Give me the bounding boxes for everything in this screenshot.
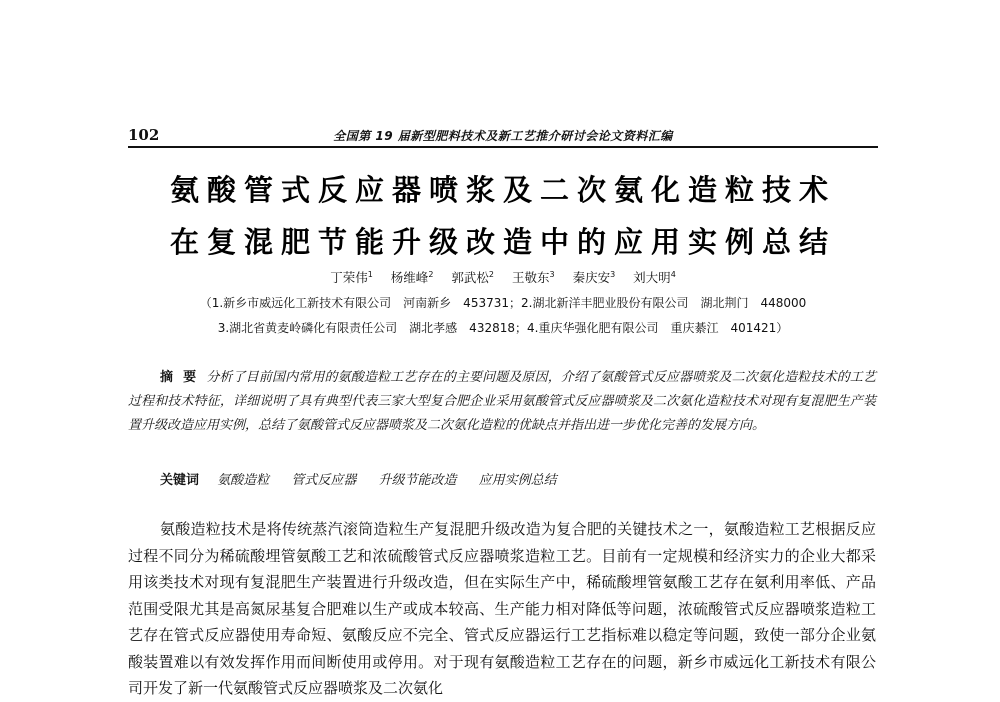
affiliation-line-1: （1.新乡市威远化工新技术有限公司 河南新乡 453731；2.湖北新洋丰肥业股份有限公司 湖北荆门 448000 (199, 296, 807, 310)
author-name: 丁荣伟 (330, 270, 368, 285)
abstract-label: 摘要 (160, 370, 207, 385)
paper-title-line-2: 在复混肥节能升级改造中的应用实例总结 (169, 225, 836, 259)
author-affiliation-mark: 2 (488, 269, 494, 279)
page-number: 102 (128, 126, 160, 144)
author (512, 270, 555, 285)
keyword: 应用实例总结 (478, 473, 557, 488)
author-name: 秦庆安 (572, 270, 611, 285)
keyword: 氨酸造粒 (217, 473, 270, 488)
author (330, 270, 373, 285)
author-affiliation-mark: 3 (549, 269, 555, 279)
abstract (128, 366, 876, 438)
running-header (128, 126, 878, 148)
author (633, 270, 676, 285)
author-list (128, 268, 878, 286)
keyword: 管式反应器 (291, 473, 357, 488)
author-name: 杨维峰 (390, 270, 429, 285)
author-affiliation-mark: 2 (428, 269, 434, 279)
author (451, 270, 494, 285)
keywords (160, 469, 575, 488)
author (391, 270, 434, 285)
author-affiliation-mark: 4 (670, 269, 676, 279)
body-paragraph: 氨酸造粒技术是将传统蒸汽滚筒造粒生产复混肥升级改造为复合肥的关键技术之一，氨酸造粒工艺根据反应过程不同分为稀硫酸埋管氨酸工艺和浓硫酸管式反应器喷浆造粒工艺。目前有一定规模和经济实力的企业大都采用该类技术对现有复混肥生产装置进行升级改造，但在实际生产中，稀硫酸埋管氨酸工艺存在氨利用率低、产品范围受限尤其是高氮尿基复合肥难以生产或成本较高、生产能力相对降低等问题，浓硫酸管式反应器喷浆造粒工艺存在管式反应器使用寿命短、氨酸反应不完全、管式反应器运行工艺指标难以稳定等问题，致使一部分企业氨酸装置难以有效发挥作用而间断使用或停用。对于现有氨酸造粒工艺存在的问题，新乡市威远化工新技术有限公司开发了新一代氨酸管式反应器喷浆及二次氨化 (128, 520, 876, 697)
keyword: 升级节能改造 (378, 473, 457, 488)
author-name: 郭武松 (451, 270, 489, 285)
paper-title-line-1: 氨酸管式反应器喷浆及二次氨化造粒技术 (169, 173, 836, 207)
author-affiliation-mark: 3 (610, 269, 616, 279)
journal-title: 全国第 19 届新型肥料技术及新工艺推介研讨会论文资料汇编 (333, 129, 673, 143)
abstract-text: 分析了目前国内常用的氨酸造粒工艺存在的主要问题及原因，介绍了氨酸管式反应器喷浆及二次氨化造粒技术的工艺过程和技术特征，详细说明了具有典型代表三家大型复合肥企业采用氨酸管式反应器喷浆及二次氨化造粒技术对现有复混肥生产装置升级改造应用实例，总结了氨酸管式反应器喷浆及二次氨化造粒的优缺点并指出进一步优化完善的发展方向。 (128, 370, 876, 433)
affiliation-line-2: 3.湖北省黄麦岭磷化有限责任公司 湖北孝感 432818；4.重庆华强化肥有限公司 重庆綦江 401421） (217, 321, 789, 335)
author-name: 王敬东 (511, 270, 550, 285)
keywords-label: 关键词 (160, 473, 200, 488)
author-affiliation-mark: 1 (367, 269, 373, 279)
author-name: 刘大明 (633, 270, 671, 285)
author (573, 270, 616, 285)
